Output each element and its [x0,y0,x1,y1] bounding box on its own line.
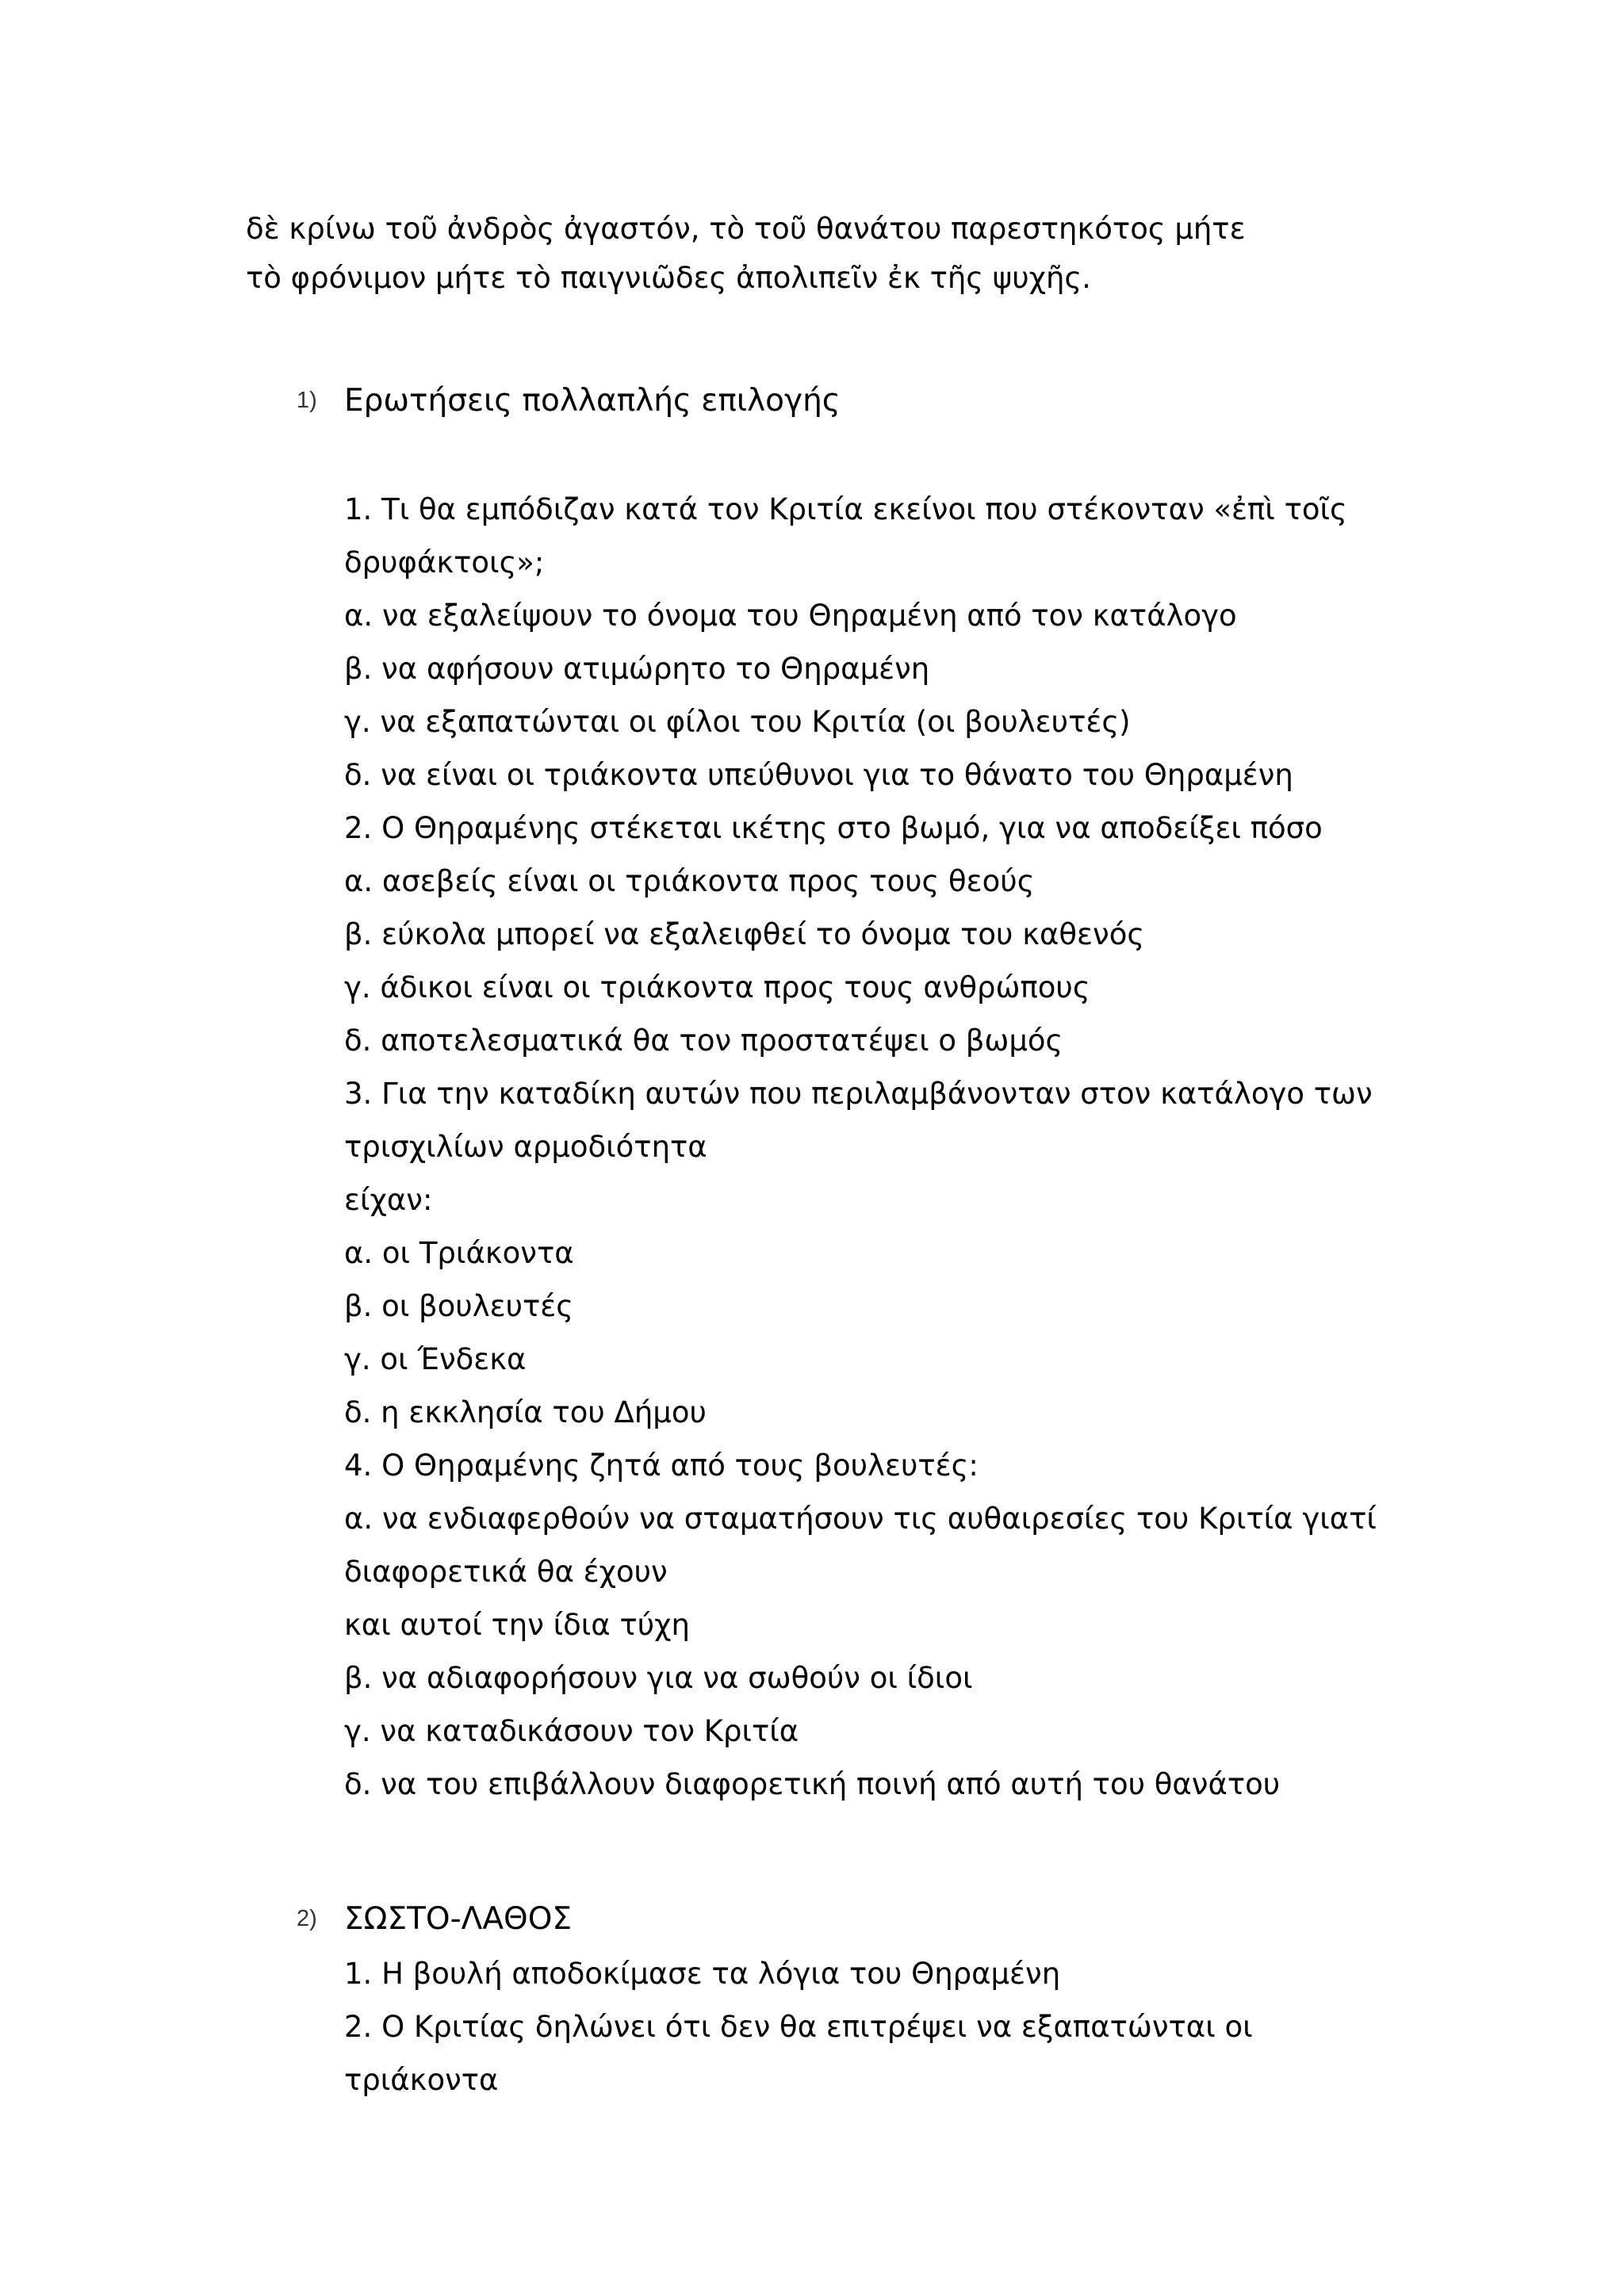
answer-option: γ. οι Ένδεκα [344,1342,527,1376]
true-false-section [0,1895,1624,2097]
answer-option: α. ασεβείς είναι οι τριάκοντα προς τους θεούς [344,864,1035,898]
question-line: 1. Τι θα εμπόδιζαν κατά τον Κριτία εκείνοι που στέκονταν «ἐπὶ τοῖς [344,492,1347,526]
intro-text [246,205,1435,303]
answer-option: α. να ενδιαφερθούν να σταματήσουν τις αυθαιρεσίες του Κριτία γιατί [344,1502,1377,1536]
answer-option: δ. η εκκλησία του Δήμου [344,1395,707,1429]
question-line: είχαν: [344,1183,433,1217]
answer-option: β. να αφήσουν ατιμώρητο το Θηραμένη [344,652,930,686]
question-line: 2. Ο Θηραμένης στέκεται ικέτης στο βωμό, για να αποδείξει πόσο [344,811,1323,845]
section-number: 1) [297,388,317,413]
intro-line: δὲ κρίνω τοῦ ἀνδρὸς ἀγαστόν, τὸ τοῦ θανάτου παρεστηκότος μήτε [246,212,1246,246]
answer-option: γ. άδικοι είναι οι τριάκοντα προς τους ανθρώπους [344,970,1090,1004]
question-line: 3. Για την καταδίκη αυτών που περιλαμβάνονταν στον κατάλογο των [344,1077,1373,1111]
answer-option: δ. να του επιβάλλουν διαφορετική ποινή από αυτή του θανάτου [344,1767,1281,1801]
question-list [344,483,1454,1811]
intro-line: τὸ φρόνιμον μήτε τὸ παιγνιῶδες ἀπολιπεῖν ἐκ τῆς ψυχῆς. [246,261,1091,295]
answer-option: α. οι Τριάκοντα [344,1236,574,1270]
answer-option: και αυτοί την ίδια τύχη [344,1608,690,1642]
statement-line: 1. Η βουλή αποδοκίμασε τα λόγια του Θηραμένη [344,1957,1061,1991]
question-line: δρυφάκτοις»; [344,545,545,580]
answer-option: δ. να είναι οι τριάκοντα υπεύθυνοι για το θάνατο του Θηραμένη [344,758,1293,792]
question-line: 4. Ο Θηραμένης ζητά από τους βουλευτές: [344,1448,979,1483]
answer-option: δ. αποτελεσματικά θα τον προστατέψει ο βωμός [344,1024,1063,1058]
question-line: τρισχιλίων αρμοδιότητα [344,1130,707,1164]
answer-option: α. να εξαλείψουν το όνομα του Θηραμένη από τον κατάλογο [344,599,1237,633]
section-title: Ερωτήσεις πολλαπλής επιλογής [344,383,841,419]
multiple-choice-section [0,377,1624,1801]
answer-option: β. οι βουλευτές [344,1289,574,1323]
section-heading [0,1895,1624,1947]
statement-list [344,1947,1454,2107]
answer-option: β. εύκολα μπορεί να εξαλειφθεί το όνομα του καθενός [344,917,1145,951]
answer-option: γ. να καταδικάσουν τον Κριτία [344,1714,799,1748]
answer-option: γ. να εξαπατώνται οι φίλοι του Κριτία (οι βουλευτές) [344,705,1131,739]
section-title: ΣΩΣΤΟ-ΛΑΘΟΣ [344,1901,573,1937]
section-number: 2) [297,1906,317,1931]
answer-option: β. να αδιαφορήσουν για να σωθούν οι ίδιοι [344,1661,973,1695]
statement-line: 2. Ο Κριτίας δηλώνει ότι δεν θα επιτρέψει να εξαπατώνται οι [344,2010,1253,2044]
section-heading [0,377,1624,429]
answer-option: διαφορετικά θα έχουν [344,1555,668,1589]
statement-line: τριάκοντα [344,2063,499,2097]
